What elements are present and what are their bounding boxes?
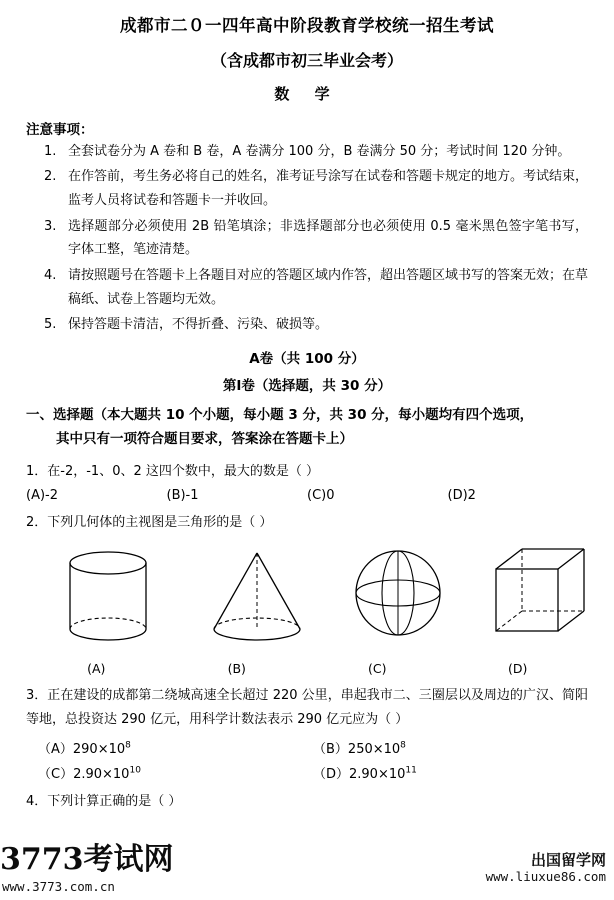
section-heading (26, 403, 588, 427)
option-c-base: （C）2.90×10 (38, 766, 130, 782)
figure-label-b: (B) (227, 660, 246, 676)
option-a-base: （A）290×10 (38, 741, 126, 757)
list-item-number: 5. (44, 317, 57, 333)
question-1-stem: 1．在-2，-1、0、2 这四个数中，最大的数是（ ） (26, 463, 320, 479)
list-item (44, 140, 588, 164)
option-b (313, 738, 588, 757)
option-d: (D)2 (447, 487, 476, 503)
option-a-exponent: 8 (125, 740, 131, 751)
section-subheading: 其中只有一项符合题目要求，答案涂在答题卡上） (56, 431, 353, 448)
list-item-text: 保持答题卡清洁，不得折叠、污染、破损等。 (68, 317, 329, 333)
list-item-number: 3. (44, 218, 57, 234)
option-d-exponent: 11 (405, 765, 417, 776)
cone-figure (202, 541, 312, 653)
watermark-left (0, 834, 174, 878)
option-d-base: （D）2.90×10 (313, 766, 406, 782)
list-item (44, 165, 588, 212)
option-b-base: （B）250×10 (313, 741, 401, 757)
question-2-figure-labels (26, 661, 588, 676)
page-title-line2: （含成都市初三毕业会考） (210, 50, 403, 70)
option-c-exponent: 10 (129, 765, 141, 776)
notice-list (26, 140, 588, 337)
option-c (38, 763, 313, 782)
list-item-text: 全套试卷分为 A 卷和 B 卷，A 卷满分 100 分，B 卷满分 50 分；考试时间 120 分钟。 (68, 143, 571, 159)
page-title-line1: 成都市二０一四年高中阶段教育学校统一招生考试 (120, 16, 494, 35)
cube-figure (488, 541, 592, 653)
section-title-text: 一、选择题 (26, 407, 94, 423)
part-one-heading: 第Ⅰ卷（选择题，共 30 分） (222, 378, 392, 394)
option-d (313, 763, 588, 782)
option-c: (C)0 (307, 487, 335, 503)
question-2-figures (26, 541, 588, 659)
watermark-right (486, 852, 606, 884)
list-item-number: 2. (44, 169, 57, 185)
volume-a-heading: A卷（共 100 分） (249, 351, 365, 367)
option-a (38, 738, 313, 757)
list-item-number: 1. (44, 143, 57, 159)
cylinder-figure (60, 541, 156, 653)
figure-label-a: (A) (87, 660, 106, 676)
list-item (44, 264, 588, 311)
option-b-exponent: 8 (400, 740, 406, 751)
list-item-text: 选择题部分必须使用 2B 铅笔填涂；非选择题部分也必须使用 0.5 毫米黑色签字笔书写，字体工整，笔迹清楚。 (68, 218, 588, 258)
list-item (44, 313, 588, 337)
list-item (44, 215, 588, 262)
figure-label-c: (C) (368, 660, 387, 676)
option-a: (A)-2 (26, 487, 58, 503)
question-2-stem: 2．下列几何体的主视图是三角形的是（ ） (26, 514, 273, 530)
list-item-number: 4. (44, 268, 57, 284)
question-3-options-row2 (26, 763, 588, 782)
watermark-right-url: www.liuxue86.com (485, 868, 606, 884)
list-item-text: 在作答前，考生务必将自己的姓名，准考证号涂写在试卷和答题卡规定的地方。考试结束，监考人员将试卷和答题卡一并收回。 (68, 169, 589, 209)
sphere-figure (346, 541, 450, 653)
question-3-options-row1 (26, 738, 588, 757)
watermark-right-text: 出国留学网 (530, 851, 606, 870)
watermark-left-text: 3773考试网 (0, 842, 174, 877)
option-b: (B)-1 (166, 487, 199, 503)
question-1-options (26, 488, 588, 503)
watermark-left-url: www.3773.com.cn (2, 879, 115, 894)
figure-label-d: (D) (508, 660, 528, 676)
question-4-stem: 4．下列计算正确的是（ ） (26, 793, 182, 809)
subject-title: 数 学 (274, 84, 340, 103)
question-3-stem: 3．正在建设的成都第二绕城高速全长超过 220 公里，串起我市二、三圈层以及周边的广汉、简阳等地，总投资达 290 亿元，用科学计数法表示 290 亿元应为（ ） (26, 687, 588, 727)
notice-heading: 注意事项： (26, 121, 94, 138)
section-desc-text: （本大题共 10 个小题，每小题 3 分，共 30 分，每小题均有四个选项， (93, 407, 534, 423)
list-item-text: 请按照题号在答题卡上各题目对应的答题区域内作答，超出答题区域书写的答案无效；在草稿纸、试卷上答题均无效。 (68, 268, 589, 307)
